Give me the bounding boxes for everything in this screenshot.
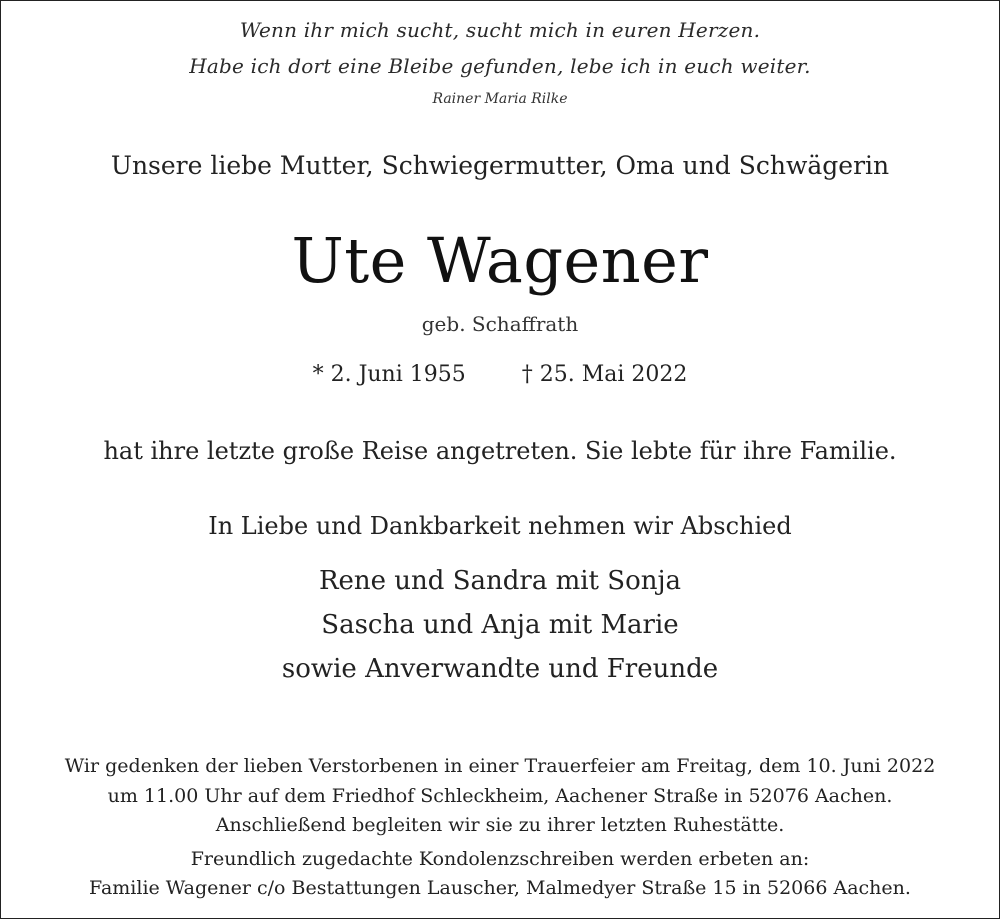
funeral-info-line: Wir gedenken der lieben Verstorbenen in einer Trauerfeier am Freitag, dem 10. Juni 2022: [64, 755, 936, 777]
quote-line-2: Habe ich dort eine Bleibe gefunden, lebe ich in euch weiter.: [189, 54, 811, 78]
quote-line-1: Wenn ihr mich sucht, sucht mich in euren Herzen.: [239, 18, 761, 42]
birth-date: * 2. Juni 1955: [312, 362, 466, 387]
statement-text: hat ihre letzte große Reise angetreten. Sie lebte für ihre Familie.: [103, 437, 897, 465]
mourner-line: Rene und Sandra mit Sonja: [318, 566, 682, 596]
funeral-info-line: um 11.00 Uhr auf dem Friedhof Schleckheim, Aachener Straße in 52076 Aachen.: [107, 785, 893, 807]
mourner-line: Sascha und Anja mit Marie: [321, 610, 679, 640]
condolence-line: Familie Wagener c/o Bestattungen Lauscher, Malmedyer Straße 15 in 52066 Aachen.: [89, 877, 911, 899]
birth-name: geb. Schaffrath: [421, 312, 579, 336]
death-date: † 25. Mai 2022: [521, 362, 688, 387]
quote-author: Rainer Maria Rilke: [432, 91, 568, 107]
deceased-name: Ute Wagener: [291, 224, 709, 297]
intro-text: Unsere liebe Mutter, Schwiegermutter, Oma und Schwägerin: [110, 151, 890, 180]
funeral-info-line: Anschließend begleiten wir sie zu ihrer letzten Ruhestätte.: [215, 814, 785, 836]
condolence-line: Freundlich zugedachte Kondolenzschreiben werden erbeten an:: [190, 848, 810, 870]
mourner-line: sowie Anverwandte und Freunde: [281, 654, 719, 684]
life-dates: [0, 362, 1000, 387]
farewell-text: In Liebe und Dankbarkeit nehmen wir Abschied: [208, 512, 792, 540]
